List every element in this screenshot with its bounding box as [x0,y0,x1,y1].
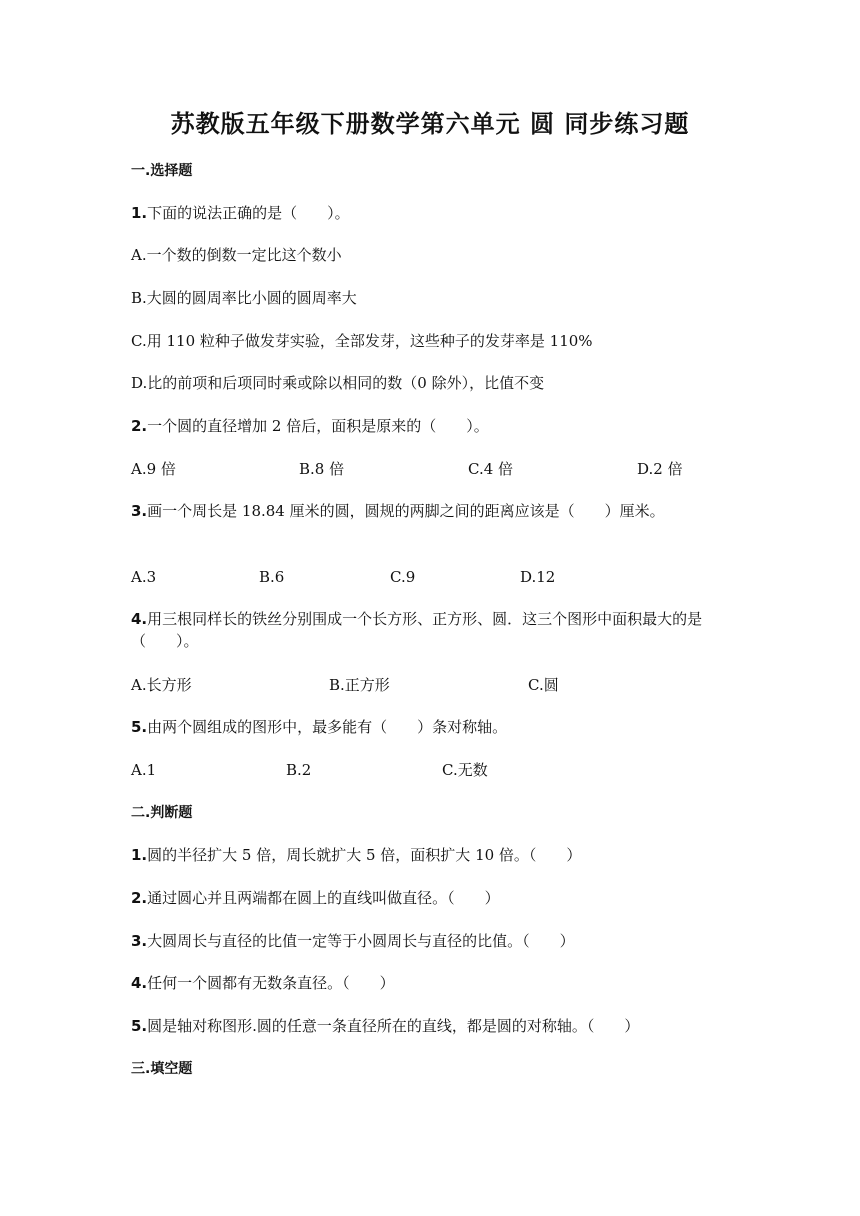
judgement-item-5 [131,1015,639,1037]
question-5 [131,716,507,738]
item-number: 2. [131,889,148,907]
item-number: 1. [131,846,148,864]
page-title: 苏教版五年级下册数学第六单元 圆 同步练习题 [170,109,690,138]
option-d: D.比的前项和后项同时乘或除以相同的数（0 除外），比值不变 [131,374,545,392]
option-b: B.6 [259,568,285,586]
question-number: 5. [131,718,148,736]
option-b: B.正方形 [329,676,390,694]
question-3 [131,500,711,522]
judgement-item-4 [131,972,395,994]
item-text: 圆是轴对称图形.圆的任意一条直径所在的直线，都是圆的对称轴。（ ） [147,1017,640,1035]
section-heading-choice: 一.选择题 [131,163,193,179]
option-a: A.一个数的倒数一定比这个数小 [131,246,342,264]
option-b: B.2 [286,761,312,779]
question-number: 3. [131,502,148,520]
option-a: A.长方形 [131,676,192,694]
option-c: C.圆 [528,676,559,694]
item-number: 5. [131,1017,148,1035]
option-a: A.9 倍 [131,460,176,478]
item-text: 任何一个圆都有无数条直径。（ ） [147,974,395,992]
question-text: 下面的说法正确的是（ ）。 [147,204,350,222]
question-text: 用三根同样长的铁丝分别围成一个长方形、正方形、圆．这三个图形中面积最大的是（ ）。 [131,610,703,650]
item-text: 大圆周长与直径的比值一定等于小圆周长与直径的比值。（ ） [147,932,575,950]
option-c: C.9 [390,568,416,586]
option-c: C.用 110 粒种子做发芽实验，全部发芽，这些种子的发芽率是 110% [131,332,593,350]
option-b: B.8 倍 [299,460,345,478]
option-a: A.3 [131,568,157,586]
option-b: B.大圆的圆周率比小圆的圆周率大 [131,289,357,307]
section-heading-fill-blank: 三.填空题 [131,1061,193,1077]
option-d: D.2 倍 [637,460,683,478]
question-number: 1. [131,204,148,222]
question-number: 2. [131,417,148,435]
question-text: 由两个圆组成的图形中，最多能有（ ）条对称轴。 [147,718,508,736]
question-2 [131,415,489,437]
judgement-item-2 [131,887,500,909]
item-number: 3. [131,932,148,950]
option-a: A.1 [131,761,157,779]
option-c: C.无数 [442,761,488,779]
question-text: 画一个周长是 18.84 厘米的圆，圆规的两脚之间的距离应该是（ ）厘米。 [147,502,665,520]
question-number: 4. [131,610,148,628]
section-heading-judgement: 二.判断题 [131,805,193,821]
item-text: 圆的半径扩大 5 倍，周长就扩大 5 倍，面积扩大 10 倍。（ ） [147,846,582,864]
option-d: D.12 [520,568,556,586]
item-number: 4. [131,974,148,992]
question-4 [131,608,711,652]
judgement-item-1 [131,844,581,866]
question-1 [131,202,350,224]
item-text: 通过圆心并且两端都在圆上的直线叫做直径。（ ） [147,889,500,907]
question-text: 一个圆的直径增加 2 倍后，面积是原来的（ ）。 [147,417,489,435]
option-c: C.4 倍 [468,460,514,478]
judgement-item-3 [131,930,575,952]
